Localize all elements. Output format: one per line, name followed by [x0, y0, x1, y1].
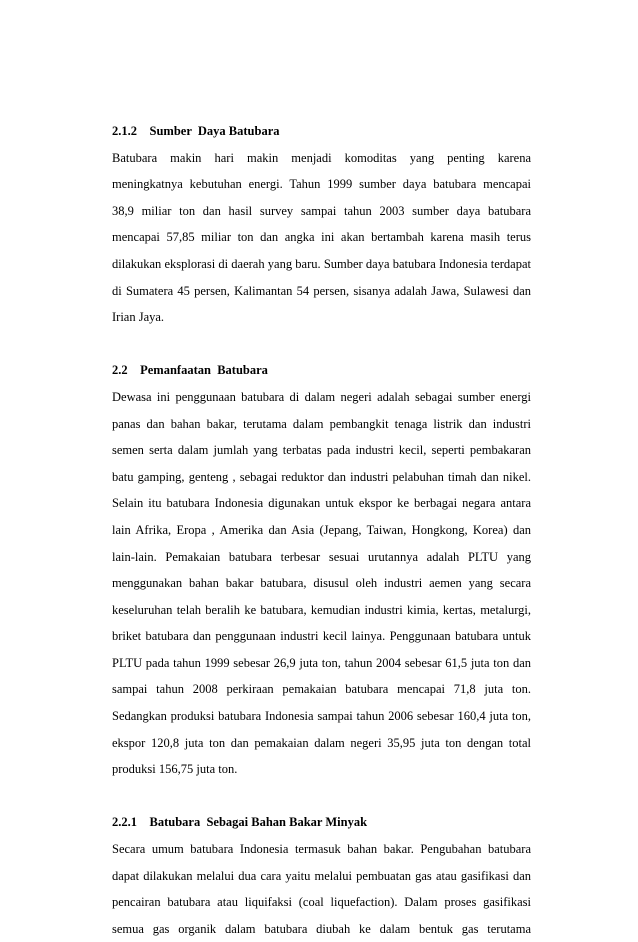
text-line: batu gamping, genteng , sebagai reduktor dan industri pelabuhan timah dan nikel. [112, 469, 531, 484]
section-heading: 2.1.2 Sumber Daya Batubara [112, 124, 280, 138]
text-line: dapat dilakukan melalui dua cara yaitu melalui pembuatan gas atau gasifikasi dan [112, 868, 531, 883]
document-page [112, 118, 531, 942]
text-line: di Sumatera 45 persen, Kalimantan 54 persen, sisanya adalah Jawa, Sulawesi dan [112, 283, 531, 298]
text-line: dilakukan eksplorasi di daerah yang baru. Sumber daya batubara Indonesia terdapat [112, 256, 531, 271]
section-spacer [112, 783, 531, 810]
text-line: sampai tahun 2008 perkiraan pemakaian batubara mencapai 71,8 juta ton. [112, 682, 531, 697]
paragraph [112, 836, 531, 942]
text-line: pencairan batubara atau liquifaksi (coal liquefaction). Dalam proses gasifikasi [112, 895, 531, 910]
text-line: ekspor 120,8 juta ton dan pemakaian dalam negeri 35,95 juta ton dengan total [112, 735, 531, 750]
text-line: PLTU pada tahun 1999 sebesar 26,9 juta ton, tahun 2004 sebesar 61,5 juta ton dan [112, 655, 531, 670]
text-line: Dewasa ini penggunaan batubara di dalam negeri adalah sebagai sumber energi [112, 389, 531, 404]
text-line: lain Afrika, Eropa , Amerika dan Asia (Jepang, Taiwan, Hongkong, Korea) dan [112, 522, 531, 537]
text-line: meningkatnya kebutuhan energi. Tahun 1999 sumber daya batubara mencapai [112, 177, 531, 192]
section-2-2 [112, 357, 531, 783]
text-line: semen serta dalam jumlah yang terbatas pada industri kecil, seperti pembakaran [112, 443, 531, 458]
text-line: produksi 156,75 juta ton. [112, 762, 238, 777]
text-line: briket batubara dan penggunaan industri kecil lainya. Penggunaan batubara untuk [112, 629, 531, 644]
paragraph [112, 384, 531, 783]
text-line: panas dan bahan bakar, terutama dalam pembangkit tenaga listrik dan industri [112, 416, 531, 431]
section-2-2-1 [112, 809, 531, 942]
text-line: lain-lain. Pemakaian batubara terbesar sesuai urutannya adalah PLTU yang [112, 549, 531, 564]
text-line: semua gas organik dalam batubara diubah ke dalam bentuk gas terutama [112, 921, 531, 936]
text-line: Selain itu batubara Indonesia digunakan untuk ekspor ke berbagai negara antara [112, 496, 531, 511]
text-line: Batubara makin hari makin menjadi komoditas yang penting karena [112, 150, 531, 165]
text-line: keseluruhan telah beralih ke batubara, kemudian industri kimia, kertas, metalurgi, [112, 602, 531, 617]
text-line: Sedangkan produksi batubara Indonesia sampai tahun 2006 sebesar 160,4 juta ton, [112, 709, 531, 724]
section-2-1-2 [112, 118, 531, 331]
text-line: menggunakan bahan bakar batubara, disusul oleh industri aemen yang secara [112, 576, 531, 591]
text-line: mencapai 57,85 miliar ton dan angka ini akan bertambah karena masih terus [112, 230, 531, 245]
section-heading: 2.2 Pemanfaatan Batubara [112, 363, 268, 378]
text-line: Secara umum batubara Indonesia termasuk bahan bakar. Pengubahan batubara [112, 842, 531, 857]
section-spacer [112, 331, 531, 358]
text-line: Irian Jaya. [112, 310, 165, 325]
section-heading: 2.2.1 Batubara Sebagai Bahan Bakar Minyak [112, 815, 368, 830]
paragraph [112, 145, 531, 331]
text-line: 38,9 miliar ton dan hasil survey sampai tahun 2003 sumber daya batubara [112, 203, 531, 218]
